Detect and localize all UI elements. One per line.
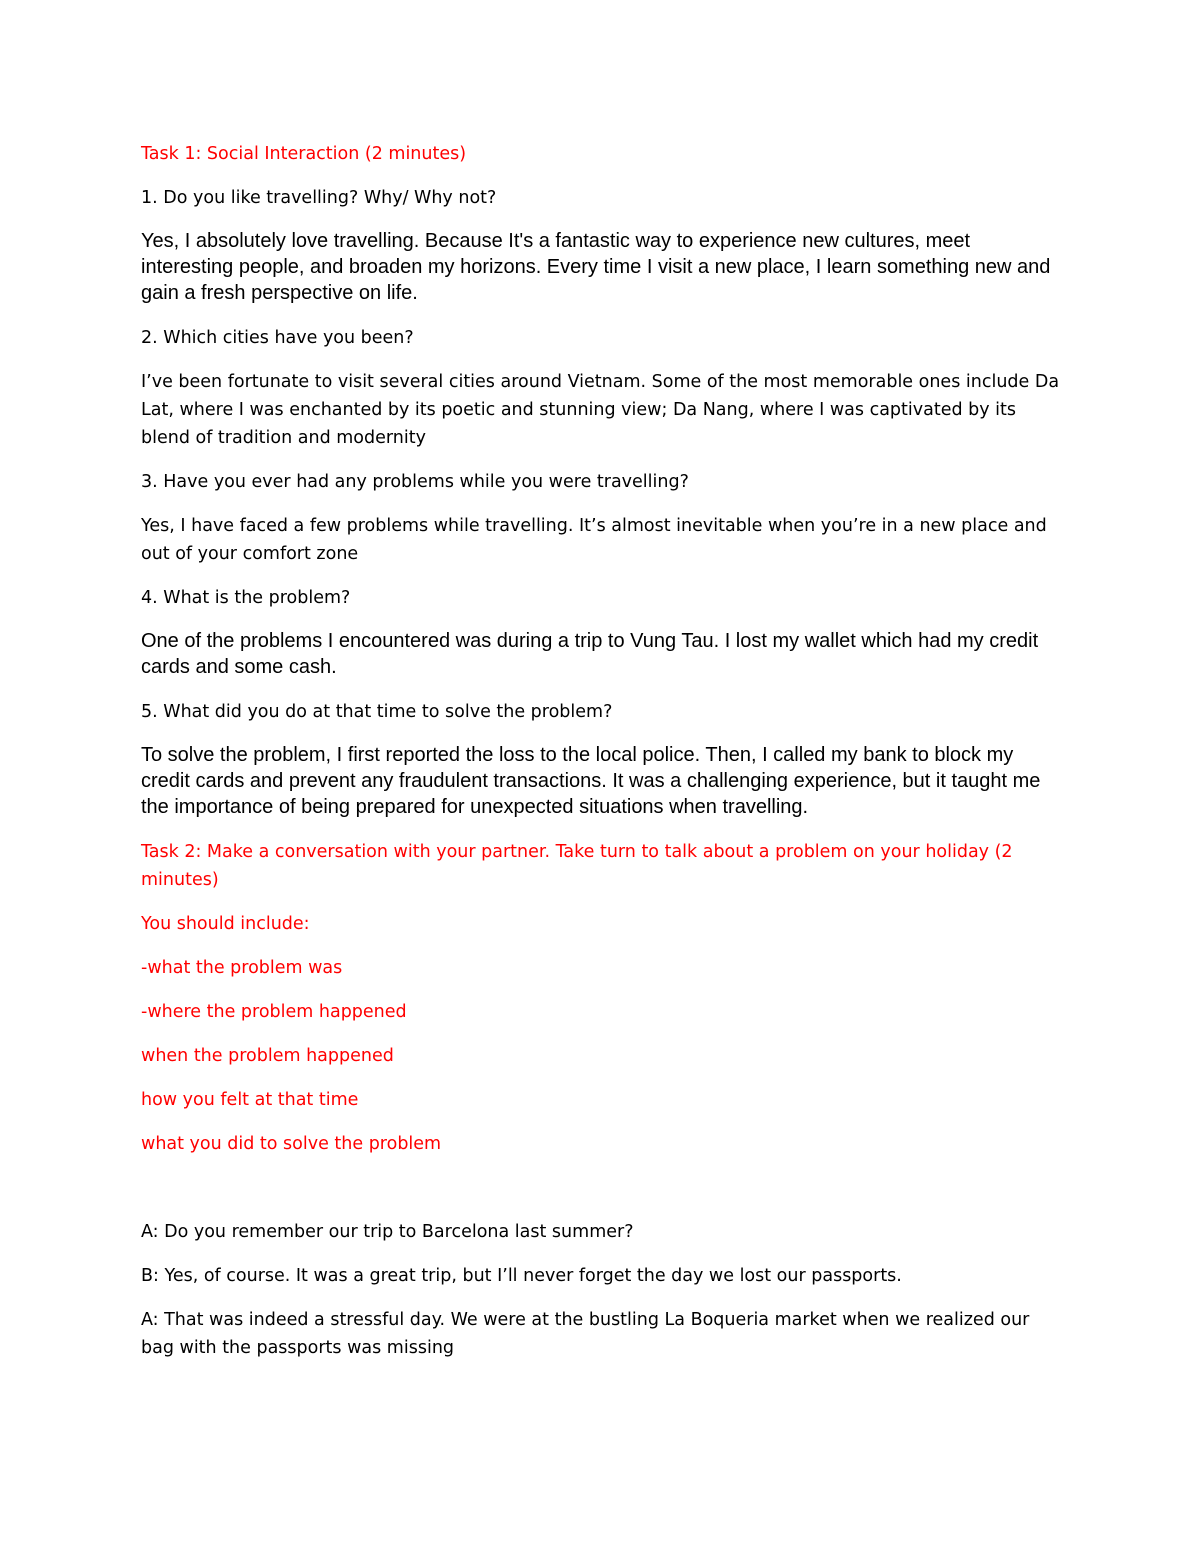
question-3: 3. Have you ever had any problems while you were travelling?: [141, 472, 689, 492]
answer-5: To solve the problem, I first reported the loss to the local police. Then, I called my bank to block my credit cards and prevent any fraudulent transactions. It was a challenging experience, but it taught me the importance of being prepared for unexpected situations when travelling.: [141, 744, 1041, 818]
include-item-4: how you felt at that time: [141, 1090, 359, 1110]
dialogue-line-3: A: That was indeed a stressful day. We were at the bustling La Boqueria market when we realized our bag with the passports was missing: [141, 1310, 1030, 1358]
include-item-3: when the problem happened: [141, 1046, 394, 1066]
answer-4: One of the problems I encountered was during a trip to Vung Tau. I lost my wallet which had my credit cards and some cash.: [141, 630, 1039, 678]
question-5: 5. What did you do at that time to solve the problem?: [141, 702, 613, 722]
question-1: 1. Do you like travelling? Why/ Why not?: [141, 188, 497, 208]
question-4: 4. What is the problem?: [141, 588, 351, 608]
question-2: 2. Which cities have you been?: [141, 328, 414, 348]
include-item-5: what you did to solve the problem: [141, 1134, 442, 1154]
answer-3: Yes, I have faced a few problems while travelling. It’s almost inevitable when you’re in a new place and out of your comfort zone: [141, 516, 1047, 564]
answer-2: I’ve been fortunate to visit several cities around Vietnam. Some of the most memorable ones include Da Lat, where I was enchanted by its poetic and stunning view; Da Nang, where I was captivated by its blend of tradition and modernity: [141, 372, 1060, 448]
document-body: [141, 140, 1061, 1378]
dialogue-line-2: B: Yes, of course. It was a great trip, but I’ll never forget the day we lost our passports.: [141, 1266, 902, 1286]
task1-heading: Task 1: Social Interaction (2 minutes): [141, 144, 467, 164]
include-item-1: -what the problem was: [141, 958, 343, 978]
include-label: You should include:: [141, 914, 310, 934]
include-item-2: -where the problem happened: [141, 1002, 407, 1022]
dialogue-line-1: A: Do you remember our trip to Barcelona last summer?: [141, 1222, 634, 1242]
task2-heading: Task 2: Make a conversation with your partner. Take turn to talk about a problem on your holiday (2 minutes): [141, 842, 1013, 890]
answer-1: Yes, I absolutely love travelling. Because It's a fantastic way to experience new cultures, meet interesting people, and broaden my horizons. Every time I visit a new place, I learn something new and gain a fresh perspective on life.: [141, 230, 1051, 304]
